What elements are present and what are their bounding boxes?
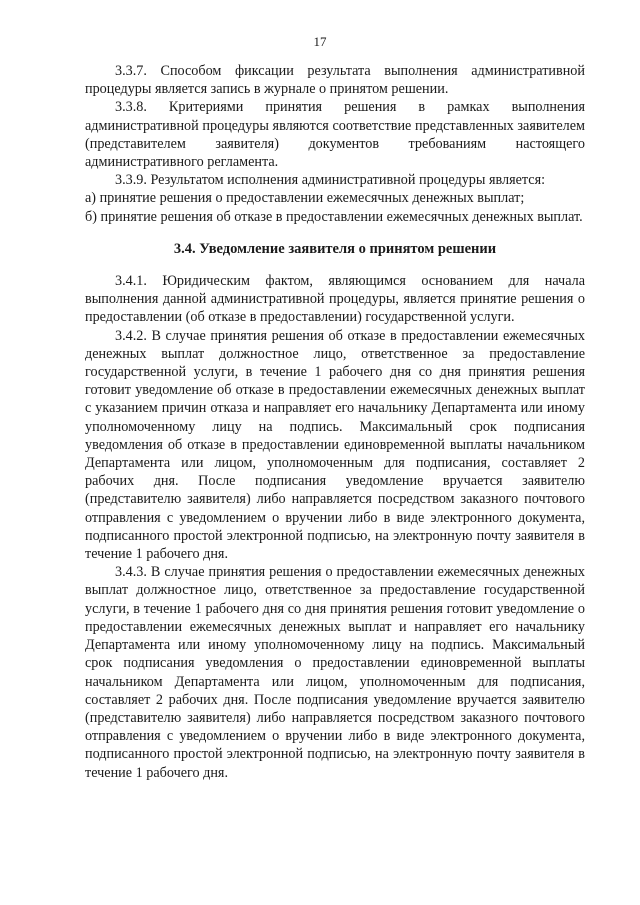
paragraph-3-3-7: 3.3.7. Способом фиксации результата выполнения административной процедуры является запись в журнале о принятом решении. [85, 63, 585, 98]
page-number: 17 [313, 34, 327, 49]
paragraph-3-3-8: 3.3.8. Критериями принятия решения в рамках выполнения административной процедуры являются соответствие представленных заявителем (представителем заявителя) документов требованиям настоящего административного регламента. [85, 99, 585, 171]
paragraph-3-3-9: 3.3.9. Результатом исполнения административной процедуры является: [115, 172, 546, 189]
list-item-b: б) принятие решения об отказе в предоставлении ежемесячных денежных выплат. [85, 208, 583, 225]
section-heading: 3.4. Уведомление заявителя о принятом решении [173, 240, 497, 257]
document-body [85, 62, 585, 782]
paragraph-3-4-1: 3.4.1. Юридическим фактом, являющимся основанием для начала выполнения данной административной процедуры, является принятие решения о предоставлении (об отказе в предоставлении) государственной услуги. [85, 273, 585, 326]
paragraph-3-4-3: 3.4.3. В случае принятия решения о предоставлении ежемесячных денежных выплат должностное лицо, ответственное за предоставление государственной услуги, в течение 1 рабочего дня со дня принятия решения готовит уведомление о предоставлении ежемесячных денежных выплат и направляет его начальнику Департамента или иному уполномоченному лицу на подпись. Максимальный срок подписания уведомления о предоставлении единовременной выплаты начальником Департамента или лицом, уполномоченным для подписания, составляет 2 рабочих дня. После подписания уведомление вручается заявителю (представителю заявителя) либо направляется посредством заказного почтового отправления с уведомлением о вручении либо в виде электронного документа, подписанного простой электронной подписью, на электронную почту заявителя в течение 1 рабочего дня. [85, 564, 585, 781]
list-item-a: а) принятие решения о предоставлении ежемесячных денежных выплат; [85, 190, 525, 207]
paragraph-3-4-2: 3.4.2. В случае принятия решения об отказе в предоставлении ежемесячных денежных выплат должностное лицо, ответственное за предоставление государственной услуги, в течение 1 рабочего дня со дня принятия решения готовит уведомление об отказе в предоставлении ежемесячных денежных выплат с указанием причин отказа и направляет его начальнику Департамента или иному уполномоченному лицу на подпись. Максимальный срок подписания уведомления об отказе в предоставлении единовременной выплаты начальником Департамента или лицом, уполномоченным для подписания, составляет 2 рабочих дня. После подписания уведомление вручается заявителю (представителю заявителя) либо направляется посредством заказного почтового отправления с уведомлением о вручении либо в виде электронного документа, подписанного простой электронной подписью, на электронную почту заявителя в течение 1 рабочего дня. [85, 327, 585, 563]
